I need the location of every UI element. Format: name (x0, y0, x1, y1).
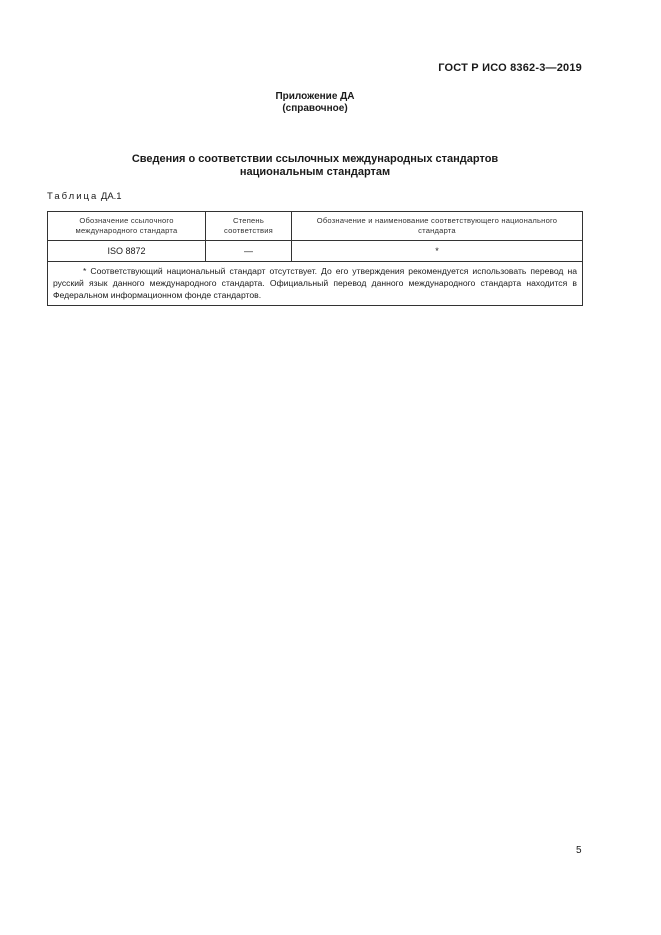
table-caption (47, 191, 122, 202)
header-degree-of-correspondence: Степень соответствия (206, 212, 292, 241)
section-title-line-2: национальным стандартам (239, 166, 391, 178)
table-header-row (48, 212, 583, 241)
table-row (48, 241, 583, 262)
header-national-standard: Обозначение и наименование соответствующего национального стандарта (292, 212, 583, 241)
section-title-line-1: Сведения о соответствии ссылочных международных стандартов (131, 153, 499, 165)
page-number: 5 (576, 845, 582, 856)
table-footnote: * Соответствующий национальный стандарт отсутствует. До его утверждения рекомендуется использовать перевод на русский язык данного международного стандарта. Официальный перевод данного международного стандарта находится в Федеральном информационном фонде стандартов. (48, 262, 583, 306)
appendix-heading (0, 91, 630, 115)
cell-national-standard: * (292, 241, 583, 262)
appendix-title: Приложение ДА (275, 91, 355, 102)
table-caption-number: ДА.1 (100, 191, 122, 202)
cell-international-standard: ISO 8872 (48, 241, 206, 262)
section-title (0, 153, 630, 179)
table-footnote-row (48, 262, 583, 306)
header-international-standard: Обозначение ссылочного международного стандарта (48, 212, 206, 241)
cell-degree-of-correspondence: — (206, 241, 292, 262)
appendix-subtitle: (справочное) (282, 103, 348, 114)
correspondence-table (47, 211, 583, 306)
table-caption-word: Таблица (47, 191, 99, 202)
document-code: ГОСТ Р ИСО 8362-3—2019 (438, 62, 582, 74)
